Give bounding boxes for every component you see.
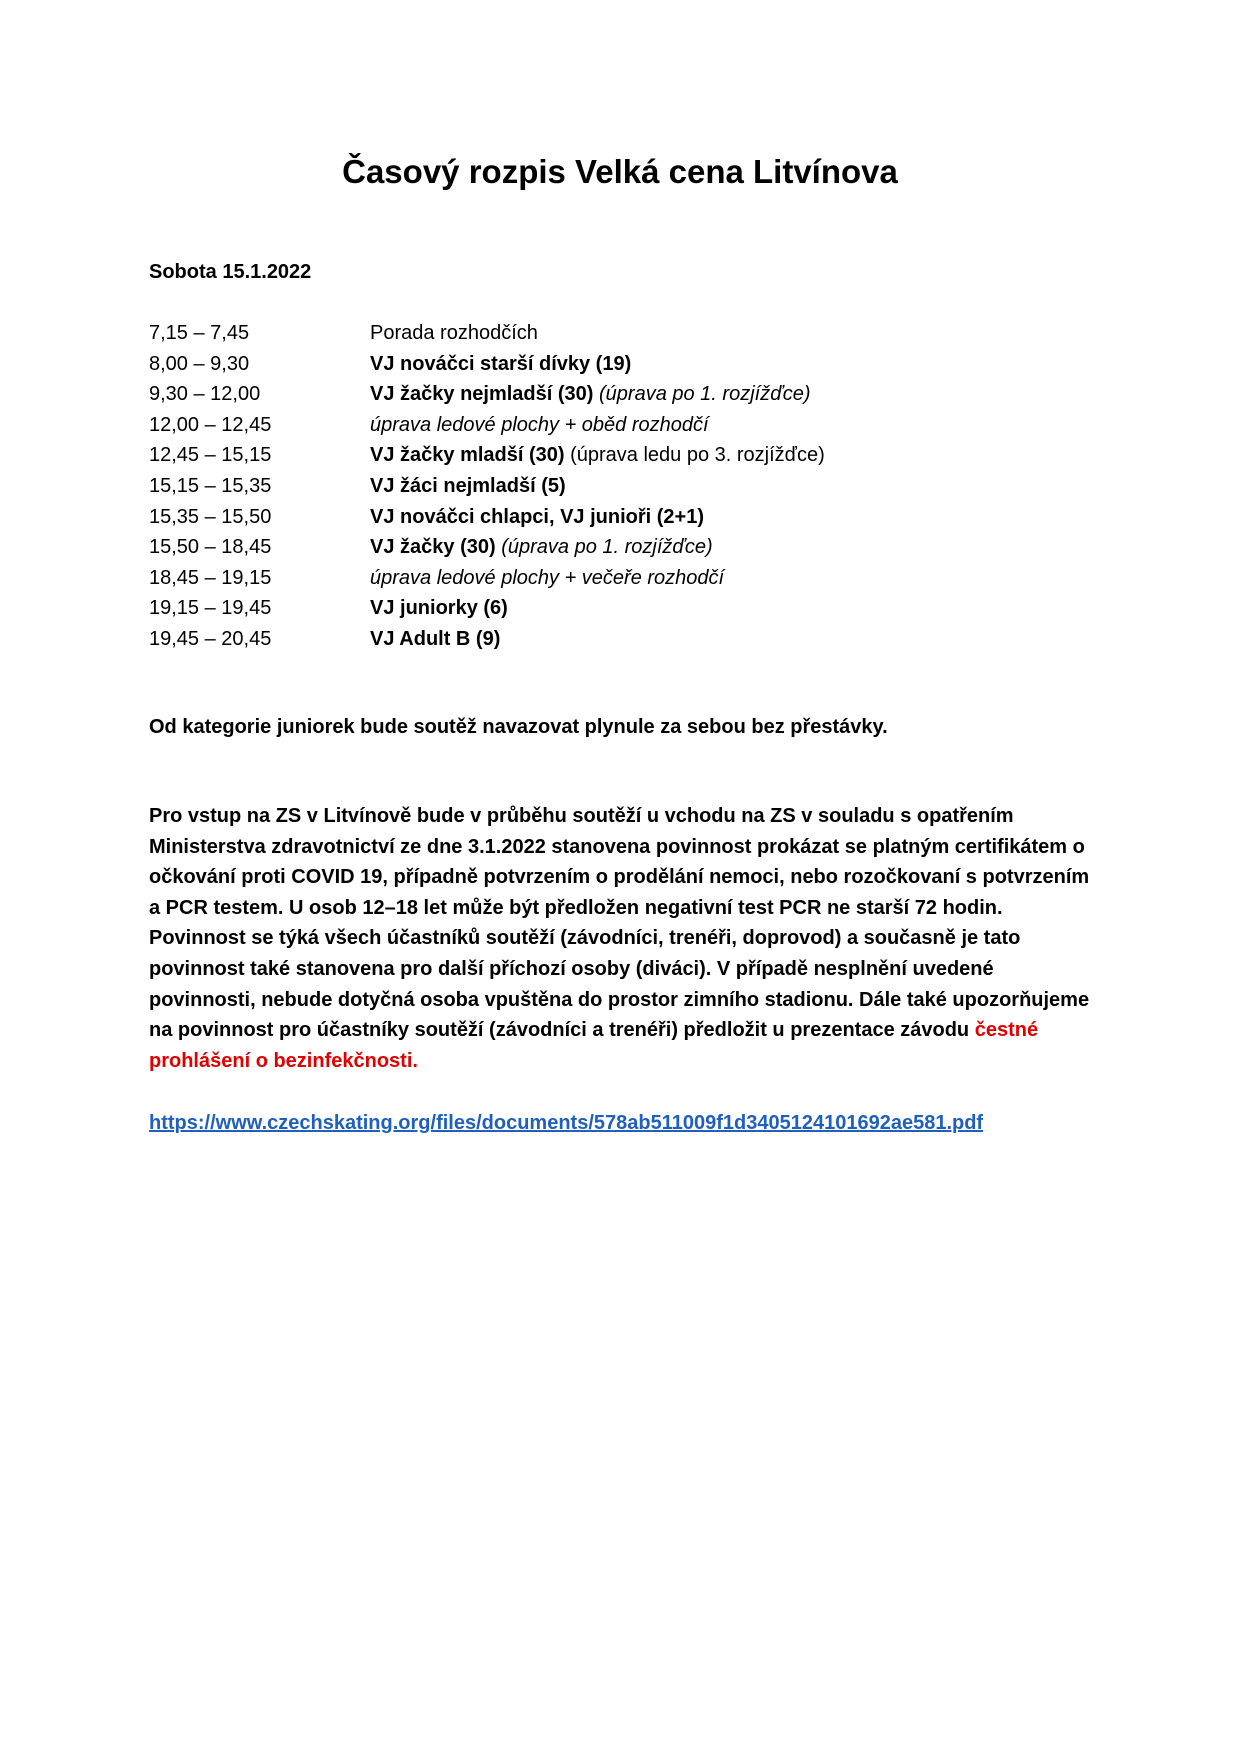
declaration-highlight: čestné prohlášení o bezinfekčnosti. [149, 1019, 1039, 1072]
schedule-row [149, 563, 1109, 594]
covid-info-paragraph [149, 801, 1094, 1076]
schedule-italic-text: (úprava po 1. rozjížďce) [495, 536, 713, 559]
schedule-time: 19,15 – 19,45 [149, 597, 272, 620]
schedule-bold-text: VJ žáci nejmladší (5) [370, 474, 566, 497]
schedule-description [370, 440, 825, 471]
schedule-bold-text: VJ nováčci starší dívky (19) [370, 352, 632, 375]
schedule-row [149, 440, 1109, 471]
schedule-row [149, 318, 1109, 349]
schedule-time: 12,00 – 12,45 [149, 413, 272, 436]
schedule-description [370, 471, 566, 502]
schedule-bold-text: VJ žačky mladší (30) [370, 444, 565, 467]
notice-paragraph: Od kategorie juniorek bude soutěž navazovat plynule za sebou bez přestávky. [149, 716, 888, 738]
schedule-list [149, 318, 1109, 655]
schedule-time: 15,15 – 15,35 [149, 474, 272, 497]
schedule-row [149, 471, 1109, 502]
day-heading: Sobota 15.1.2022 [149, 261, 312, 283]
document-link[interactable]: https://www.czechskating.org/files/documents/578ab511009f1d3405124101692ae581.pdf [149, 1112, 984, 1134]
schedule-description [370, 532, 713, 563]
covid-info-text: Pro vstup na ZS v Litvínově bude v průběhu soutěží u vchodu na ZS v souladu s opatřením Ministerstva zdravotnictví ze dne 3.1.2022 stanovena povinnost prokázat se platným certifikátem o očkování proti COVID 19, případně potvrzením o prodělání nemoci, nebo rozočkovaní s potvrzením a PCR testem. U osob 12–18 let může být předložen negativní test PCR ne starší 72 hodin. Povinnost se týká všech účastníků soutěží (závodníci, trenéři, doprovod) a současně je tato povinnost také stanovena pro další příchozí osoby (diváci). V případě nesplnění uvedené povinnosti, nebude dotyčná osoba vpuštěna do prostor zimního stadionu. Dále také upozorňujeme na povinnost pro účastníky soutěží (závodníci a trenéři) předložit u prezentace závodu [149, 805, 1090, 1042]
schedule-bold-text: VJ nováčci chlapci, VJ junioři (2+1) [370, 505, 705, 528]
schedule-description [370, 563, 724, 594]
schedule-time: 12,45 – 15,15 [149, 444, 272, 467]
schedule-description [370, 318, 538, 349]
schedule-italic-text: úprava ledové plochy + večeře rozhodčí [370, 566, 725, 589]
schedule-bold-text: VJ Adult B (9) [370, 627, 501, 650]
schedule-time: 9,30 – 12,00 [149, 383, 261, 406]
schedule-time: 8,00 – 9,30 [149, 352, 250, 375]
schedule-description [370, 502, 704, 533]
schedule-row [149, 532, 1109, 563]
schedule-time: 18,45 – 19,15 [149, 566, 272, 589]
schedule-row [149, 349, 1109, 380]
schedule-description [370, 624, 500, 655]
schedule-description [370, 379, 810, 410]
schedule-italic-text: (úprava po 1. rozjížďce) [593, 383, 811, 406]
schedule-time: 19,45 – 20,45 [149, 627, 272, 650]
schedule-plain-text: (úprava ledu po 3. rozjížďce) [564, 444, 825, 467]
page-title: Časový rozpis Velká cena Litvínova [342, 153, 898, 190]
schedule-row [149, 502, 1109, 533]
schedule-description [370, 593, 508, 624]
schedule-row [149, 379, 1109, 410]
schedule-time: 15,50 – 18,45 [149, 536, 272, 559]
schedule-time: 15,35 – 15,50 [149, 505, 272, 528]
schedule-bold-text: VJ žačky nejmladší (30) [370, 383, 594, 406]
schedule-description [370, 349, 631, 380]
schedule-description [370, 410, 709, 441]
schedule-time: 7,15 – 7,45 [149, 322, 250, 344]
schedule-bold-text: VJ žačky (30) [370, 536, 496, 559]
schedule-plain-text: Porada rozhodčích [370, 322, 538, 344]
schedule-italic-text: úprava ledové plochy + oběd rozhodčí [370, 413, 709, 436]
schedule-row [149, 593, 1109, 624]
schedule-row [149, 410, 1109, 441]
schedule-bold-text: VJ juniorky (6) [370, 597, 508, 620]
schedule-row [149, 624, 1109, 655]
